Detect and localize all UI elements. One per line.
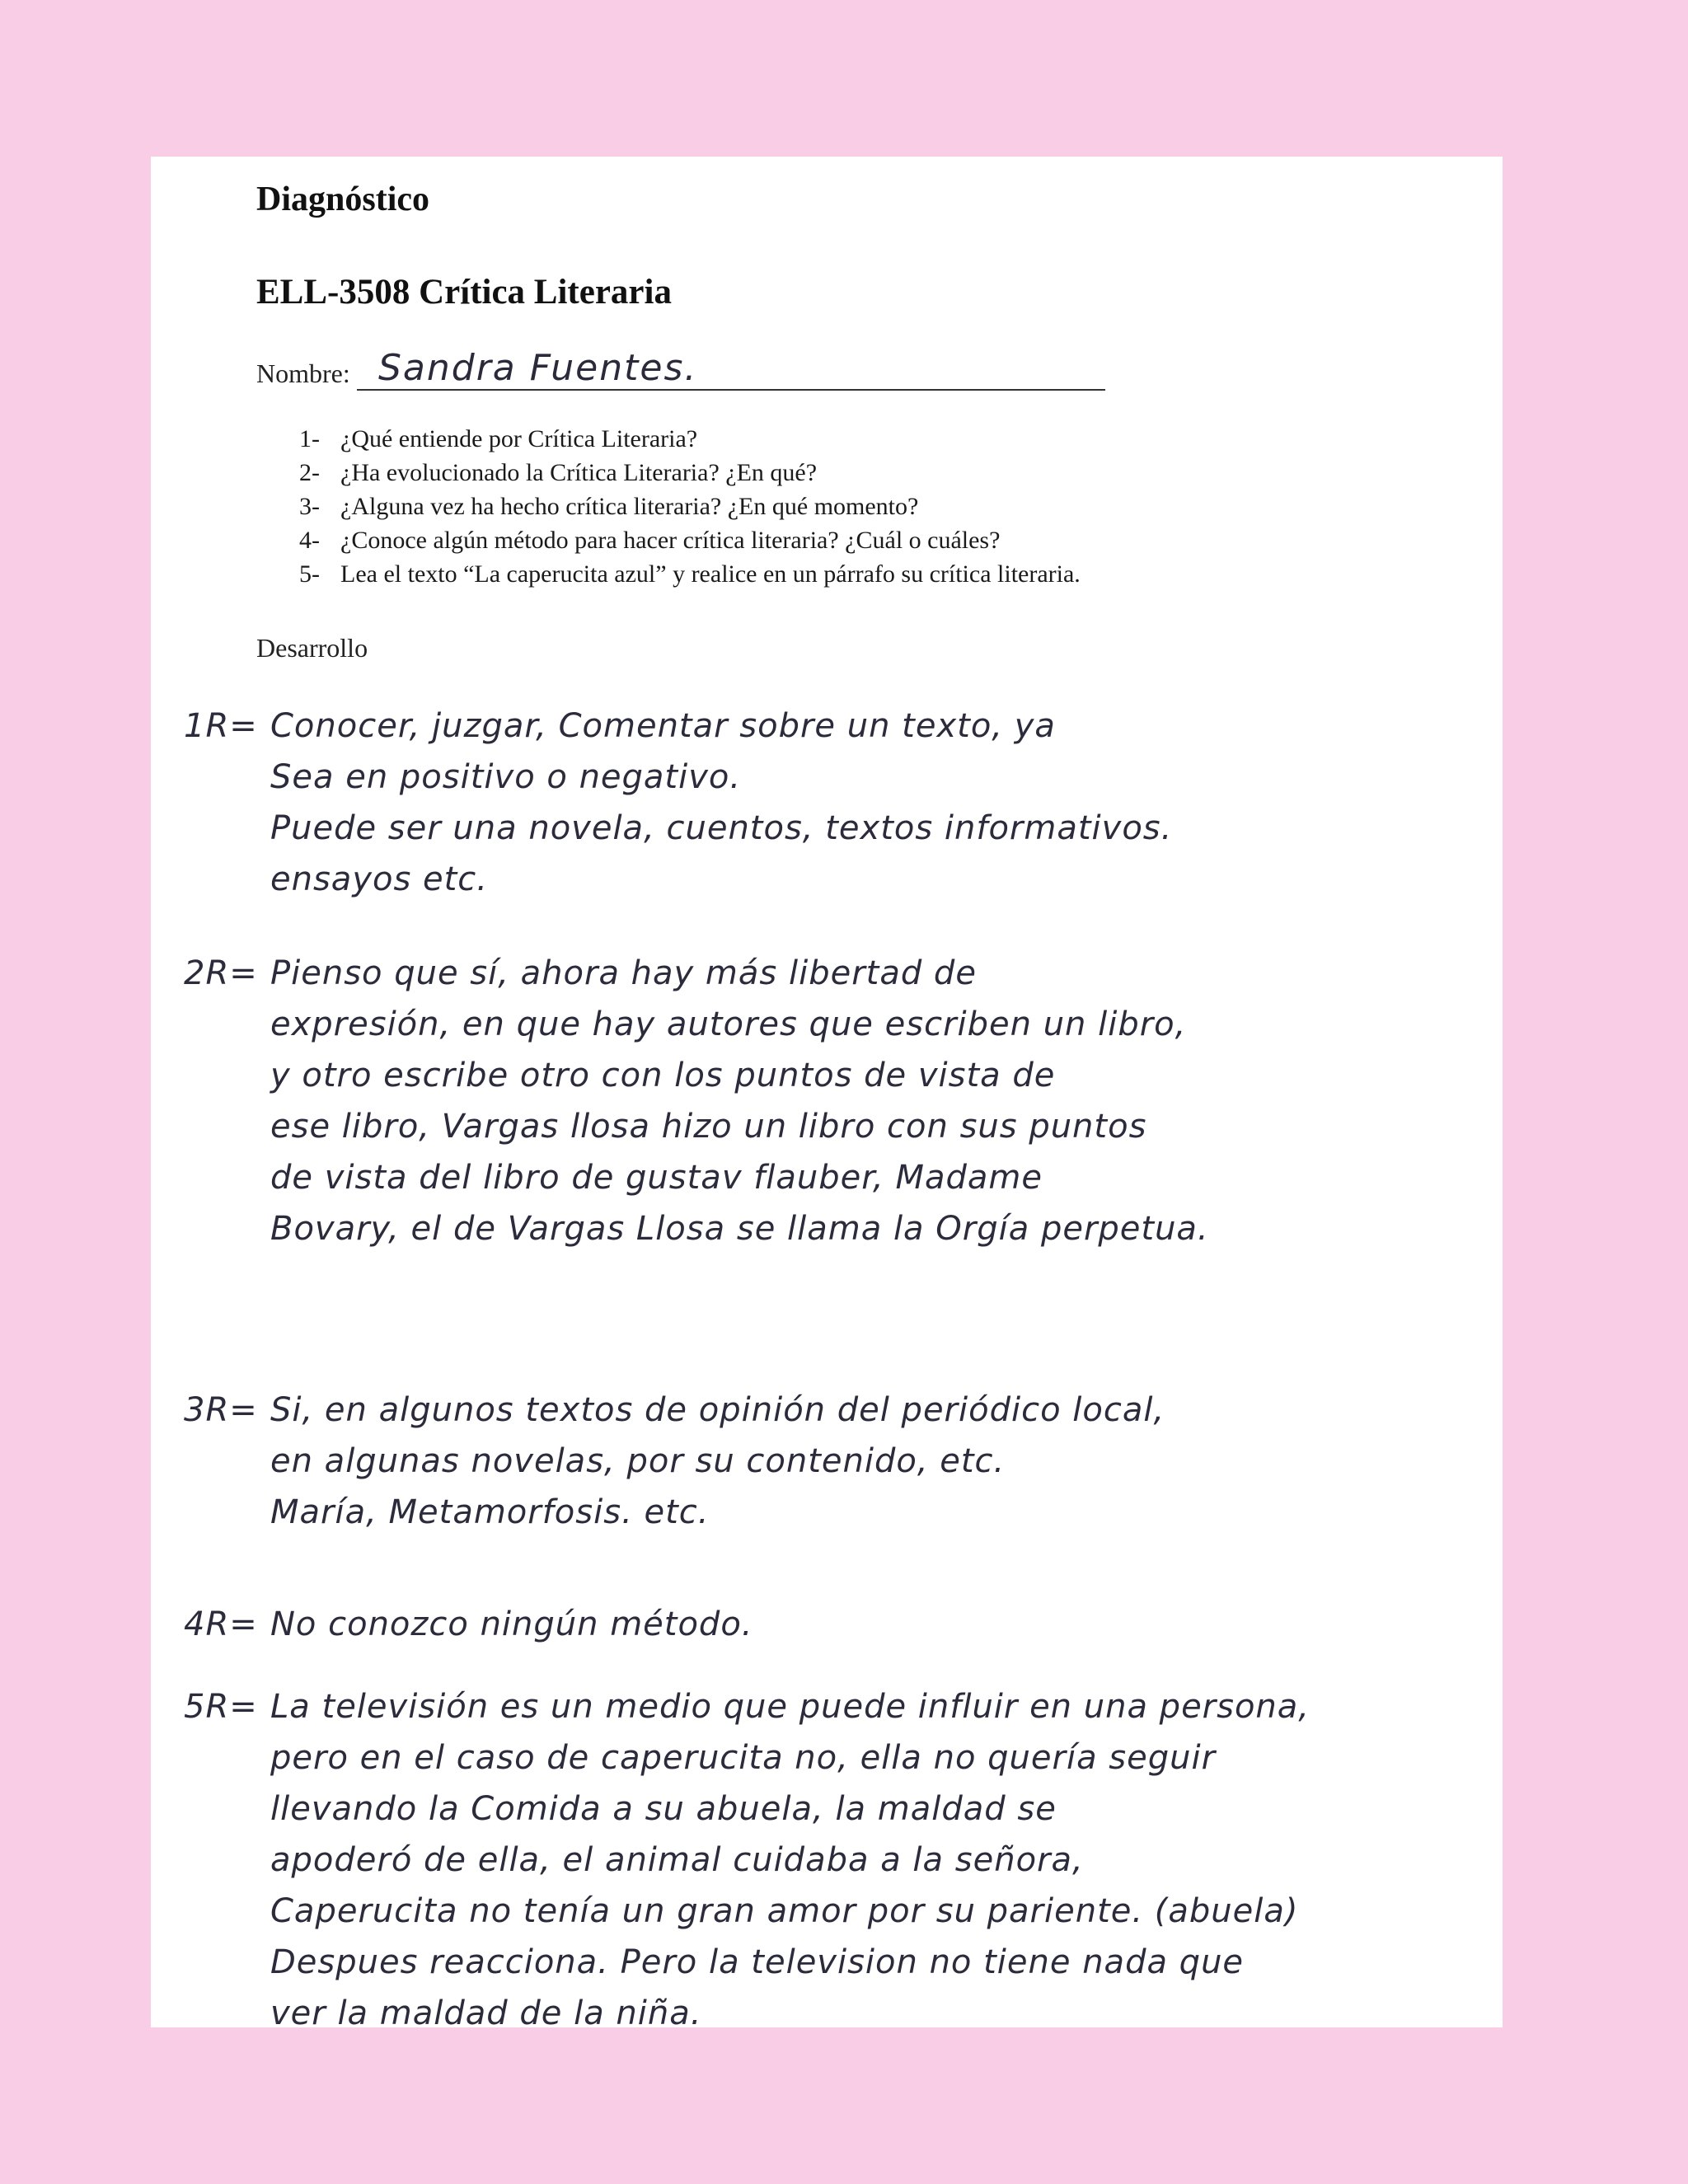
question-number: 2- [299,459,320,486]
question-number: 1- [299,425,320,452]
answer-line: de vista del libro de gustav flauber, Madame [270,1159,1043,1197]
question-number: 3- [299,493,320,520]
section-label-desarrollo: Desarrollo [256,633,368,663]
name-field [256,338,1105,397]
answer-line: María, Metamorfosis. etc. [270,1493,710,1531]
answer-line: Pienso que sí, ahora hay más libertad de [270,954,977,992]
answer-prefix: 2R= [184,954,258,992]
answer-line: Despues reacciona. Pero la television no tiene nada que [270,1943,1245,1981]
answer-line: ensayos etc. [270,860,489,898]
answer-line: Bovary, el de Vargas Llosa se llama la Orgía perpetua. [270,1210,1209,1248]
answer-5 [184,1681,1494,2039]
answer-line: y otro escribe otro con los puntos de vista de [270,1057,1056,1094]
answer-prefix: 3R= [184,1391,258,1429]
answer-line: llevando la Comida a su abuela, la maldad se [270,1790,1057,1828]
question-item [299,490,1081,523]
answer-line: Caperucita no tenía un gran amor por su pariente. (abuela) [270,1892,1299,1930]
answer-prefix: 4R= [184,1605,258,1643]
answer-line: Conocer, juzgar, Comentar sobre un texto, ya [270,707,1056,745]
document-page [151,157,1503,2032]
question-number: 4- [299,527,320,554]
answer-2 [184,948,1494,1254]
question-text: ¿Qué entiende por Crítica Literaria? [340,425,698,452]
question-item [299,422,1081,456]
question-item [299,557,1081,591]
answer-3 [184,1385,1494,1538]
answer-line: Sea en positivo o negativo. [270,758,742,796]
question-text: Lea el texto “La caperucita azul” y realice en un párrafo su crítica literaria. [340,560,1081,588]
answer-line: Si, en algunos textos de opinión del periódico local, [270,1391,1165,1429]
answer-line: en algunas novelas, por su contenido, etc. [270,1442,1006,1480]
question-number: 5- [299,560,320,588]
answer-prefix: 5R= [184,1688,258,1726]
name-label: Nombre: [256,359,350,388]
answer-line: apoderó de ella, el animal cuidaba a la señora, [270,1841,1084,1879]
answer-line: expresión, en que hay autores que escriben un libro, [270,1005,1187,1043]
question-item [299,523,1081,557]
name-handwritten-value: Sandra Fuentes. [378,347,698,389]
question-text: ¿Conoce algún método para hacer crítica literaria? ¿Cuál o cuáles? [340,527,1001,554]
answer-line: No conozco ningún método. [270,1605,753,1643]
document-title: Diagnóstico [256,180,429,218]
answer-line: ese libro, Vargas llosa hizo un libro con sus puntos [270,1108,1147,1146]
answer-line: La televisión es un medio que puede influir en una persona, [270,1688,1311,1726]
answer-line: pero en el caso de caperucita no, ella no quería seguir [270,1739,1217,1777]
question-list [299,422,1081,591]
question-text: ¿Ha evolucionado la Crítica Literaria? ¿En qué? [340,459,818,486]
question-item [299,456,1081,490]
answer-4 [184,1599,1494,1650]
course-title: ELL-3508 Crítica Literaria [256,273,672,312]
answer-prefix: 1R= [184,707,258,745]
name-underline [357,389,1105,391]
question-text: ¿Alguna vez ha hecho crítica literaria? ¿En qué momento? [340,493,919,520]
answer-1 [184,701,1494,905]
answer-line: Puede ser una novela, cuentos, textos informativos. [270,809,1173,847]
answer-line: ver la maldad de la niña. [270,1994,702,2032]
